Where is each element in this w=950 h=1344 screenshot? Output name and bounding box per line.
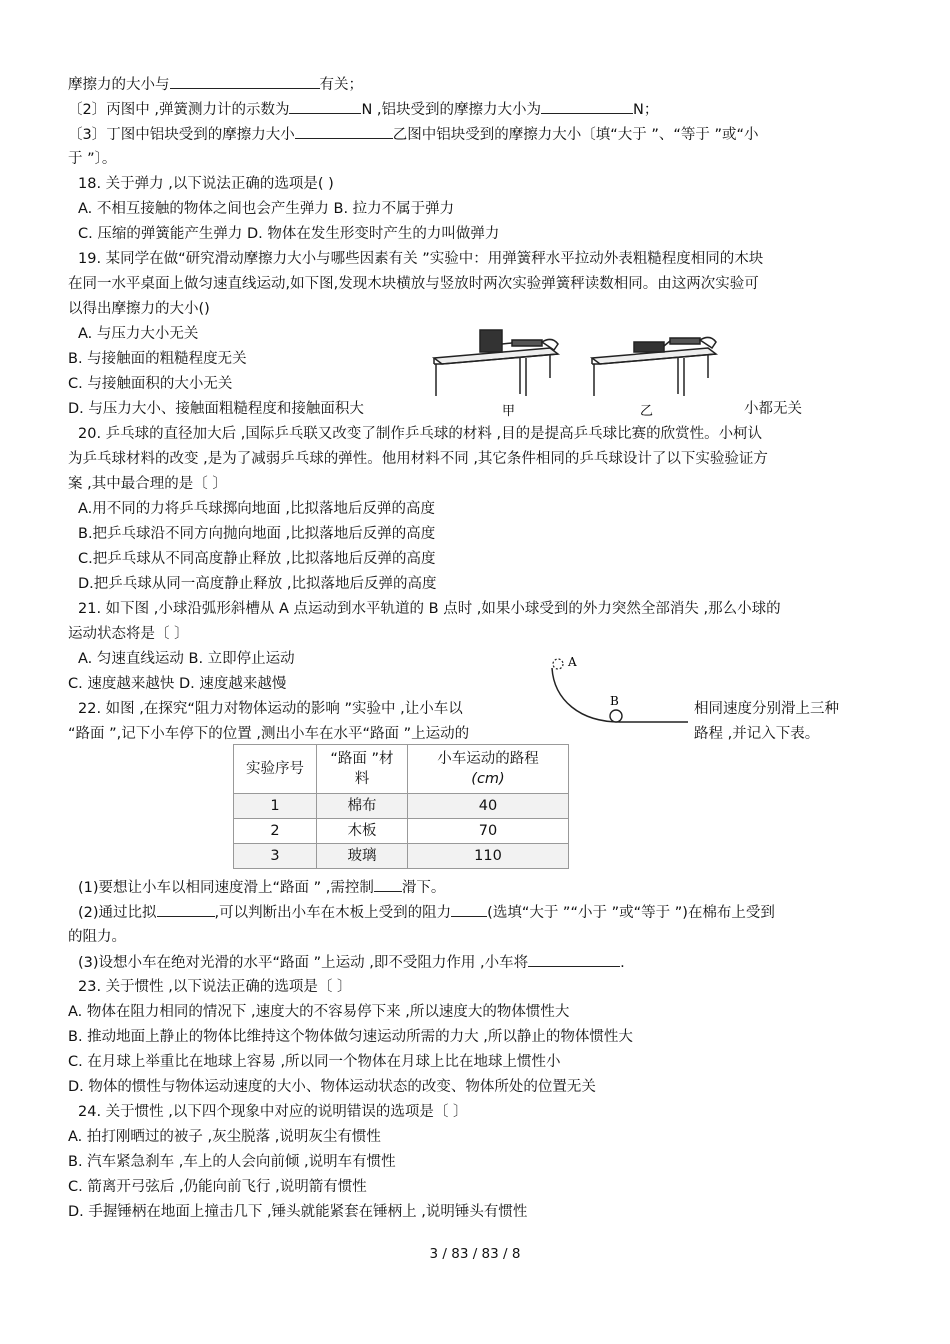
q18-options-ab: A. 不相互接触的物体之间也会产生弹力 B. 拉力不属于弹力: [78, 201, 455, 217]
text: N ,铝块受到的摩擦力大小为: [361, 102, 542, 118]
answer-blank[interactable]: [528, 952, 620, 967]
q24-option-d: D. 手握锤柄在地面上撞击几下 ,锤头就能紧套在锤柄上 ,说明锤头有惯性: [68, 1204, 528, 1220]
text: 〔3〕丁图中铝块受到的摩擦力大小: [68, 127, 295, 143]
table-header-row: [234, 745, 569, 794]
question-22-line1b: 相同速度分别滑上三种: [694, 701, 839, 717]
q22-sub2-cont: 的阻力。: [68, 929, 126, 945]
q23-option-b: B. 推动地面上静止的物体比维持这个物体做匀速运动所需的力大 ,所以静止的物体惯性大: [68, 1029, 633, 1045]
figure-label-b: B: [610, 694, 619, 708]
answer-blank[interactable]: [451, 902, 487, 917]
line-4: 于 ”〕。: [68, 151, 117, 167]
q19-option-a: A. 与压力大小无关: [78, 326, 199, 342]
cell-no: 3: [234, 844, 317, 869]
line-3: [68, 124, 759, 145]
text: 滑下。: [401, 880, 446, 896]
figure-label-jia: 甲: [502, 404, 516, 419]
cell-distance: 110: [408, 844, 569, 869]
table-row: [234, 819, 569, 844]
text: 〔2〕丙图中 ,弹簧测力计的示数为: [68, 102, 290, 118]
header-no: 实验序号: [234, 745, 317, 794]
question-23: 23. 关于惯性 ,以下说法正确的选项是〔 〕: [78, 979, 352, 995]
header-distance: [408, 745, 569, 794]
q18-options-cd: C. 压缩的弹簧能产生弹力 D. 物体在发生形变时产生的力叫做弹力: [78, 226, 500, 242]
q19-option-d-cont: 小都无关: [744, 401, 802, 417]
table-row: [234, 844, 569, 869]
cell-distance: 40: [408, 794, 569, 819]
question-20-line3: 案 ,其中最合理的是〔 〕: [68, 476, 227, 492]
table-row: [234, 794, 569, 819]
cell-no: 2: [234, 819, 317, 844]
cell-material: 棉布: [317, 794, 408, 819]
header-distance-unit: (cm): [471, 771, 505, 787]
answer-blank[interactable]: [157, 902, 215, 917]
answer-blank[interactable]: [170, 74, 320, 89]
text: .: [620, 955, 625, 971]
q22-sub3: [78, 952, 625, 973]
answer-blank[interactable]: [295, 124, 393, 139]
text: 摩擦力的大小与: [68, 77, 170, 93]
cell-no: 1: [234, 794, 317, 819]
q21-options-cd: C. 速度越来越快 D. 速度越来越慢: [68, 676, 287, 692]
answer-blank[interactable]: [374, 877, 402, 892]
text: (3)设想小车在绝对光滑的水平“路面 ”上运动 ,即不受阻力作用 ,小车将: [78, 955, 529, 971]
q19-option-c: C. 与接触面积的大小无关: [68, 376, 233, 392]
q20-option-c: C.把乒乓球从不同高度静止释放 ,比拟落地后反弹的高度: [78, 551, 436, 567]
figure-label-yi: 乙: [640, 404, 654, 419]
question-22-line1a: 22. 如图 ,在探究“阻力对物体运动的影响 ”实验中 ,让小车以: [78, 701, 463, 717]
header-distance-line1: 小车运动的路程: [437, 751, 539, 767]
answer-blank[interactable]: [289, 99, 361, 114]
question-21-line1: 21. 如下图 ,小球沿弧形斜槽从 A 点运动到水平轨道的 B 点时 ,如果小球受到的外力突然全部消失 ,那么小球的: [78, 601, 781, 617]
question-22-line2b: 路程 ,并记入下表。: [694, 726, 820, 742]
text: 乙图中铝块受到的摩擦力大小〔填“大于 ”、“等于 ”或“小: [392, 127, 759, 143]
friction-experiment-figure: [430, 318, 750, 422]
q23-option-d: D. 物体的惯性与物体运动速度的大小、物体运动状态的改变、物体所处的位置无关: [68, 1079, 596, 1095]
text: (2)通过比拟: [78, 905, 157, 921]
text: 有关；: [319, 77, 363, 93]
question-24: 24. 关于惯性 ,以下四个现象中对应的说明错误的选项是〔 〕: [78, 1104, 468, 1120]
line-1: [68, 74, 363, 95]
question-19-line3: 以得出摩擦力的大小(): [68, 301, 210, 317]
results-table: [233, 744, 569, 869]
page-footer: 3 / 83 / 83 / 8: [429, 1246, 521, 1262]
q24-option-a: A. 拍打刚晒过的被子 ,灰尘脱落 ,说明灰尘有惯性: [68, 1129, 381, 1145]
line-2: [68, 99, 658, 120]
q21-options-ab: A. 匀速直线运动 B. 立即停止运动: [78, 651, 295, 667]
text: (选填“大于 ”“小于 ”或“等于 ”)在棉布上受到: [487, 905, 775, 921]
cell-distance: 70: [408, 819, 569, 844]
q20-option-d: D.把乒乓球从同一高度静止释放 ,比拟落地后反弹的高度: [78, 576, 437, 592]
figure-label-a: A: [568, 655, 577, 669]
q23-option-a: A. 物体在阻力相同的情况下 ,速度大的不容易停下来 ,所以速度大的物体惯性大: [68, 1004, 570, 1020]
text: N；: [633, 102, 659, 118]
answer-blank[interactable]: [541, 99, 633, 114]
q24-option-c: C. 箭离开弓弦后 ,仍能向前飞行 ,说明箭有惯性: [68, 1179, 367, 1195]
text: ,可以判断出小车在木板上受到的阻力: [214, 905, 452, 921]
question-19-line1: 19. 某同学在做“研究滑动摩擦力大小与哪些因素有关 ”实验中：用弹簧秤水平拉动外表粗糙程度相同的木块: [78, 251, 764, 267]
header-material-line1: “路面 ”材: [330, 751, 394, 767]
text: (1)要想让小车以相同速度滑上“路面 ” ,需控制: [78, 880, 374, 896]
cell-material: 玻璃: [317, 844, 408, 869]
q23-option-c: C. 在月球上举重比在地球上容易 ,所以同一个物体在月球上比在地球上惯性小: [68, 1054, 561, 1070]
question-22-line2a: “路面 ”,记下小车停下的位置 ,测出小车在水平“路面 ”上运动的: [68, 726, 470, 742]
q24-option-b: B. 汽车紧急刹车 ,车上的人会向前倾 ,说明车有惯性: [68, 1154, 396, 1170]
q20-option-a: A.用不同的力将乒乓球掷向地面 ,比拟落地后反弹的高度: [78, 501, 435, 517]
question-18: 18. 关于弹力 ,以下说法正确的选项是( ): [78, 176, 334, 192]
q22-sub2: [78, 902, 775, 923]
question-19-line2: 在同一水平桌面上做匀速直线运动,如下图,发现木块横放与竖放时两次实验弹簧秤读数相同。由这两次实验可: [68, 276, 759, 292]
q20-option-b: B.把乒乓球沿不同方向抛向地面 ,比拟落地后反弹的高度: [78, 526, 436, 542]
q19-option-b: B. 与接触面的粗糙程度无关: [68, 351, 247, 367]
q22-sub1: [78, 877, 445, 898]
question-20-line2: 为乒乓球材料的改变 ,是为了减弱乒乓球的弹性。他用材料不同 ,其它条件相同的乒乓球设计了以下实验验证方: [68, 451, 768, 467]
cell-material: 木板: [317, 819, 408, 844]
header-material-line2: 料: [354, 771, 370, 787]
q19-option-d: D. 与压力大小、接触面粗糙程度和接触面积大: [68, 401, 364, 417]
curved-track-figure: [540, 650, 690, 730]
header-material: [317, 745, 408, 794]
question-21-line2: 运动状态将是〔 〕: [68, 626, 189, 642]
question-20-line1: 20. 乒乓球的直径加大后 ,国际乒乓联又改变了制作乒乓球的材料 ,目的是提高乒乓球比赛的欣赏性。小柯认: [78, 426, 763, 442]
